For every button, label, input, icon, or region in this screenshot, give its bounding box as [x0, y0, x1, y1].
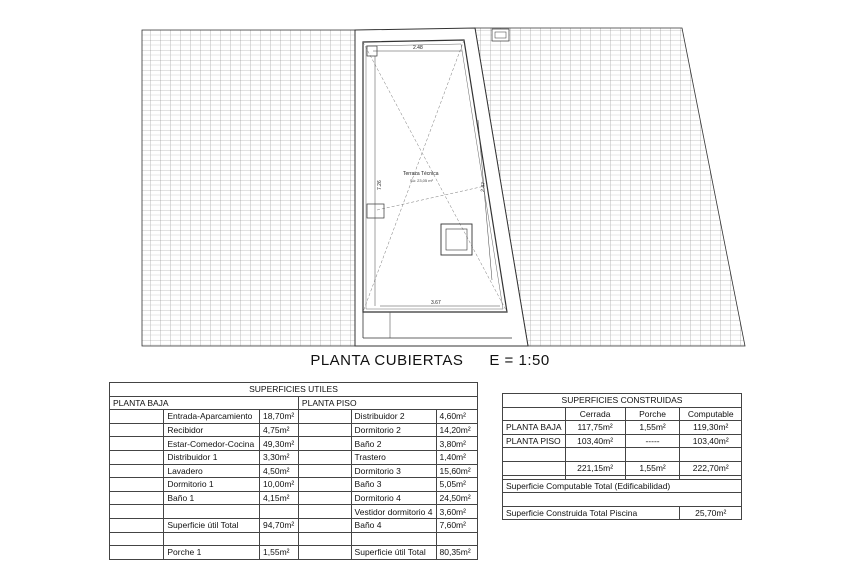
piscina-value: 25,70m² [680, 506, 742, 520]
pb-value: 18,70m² [260, 410, 299, 424]
total-computable: 222,70m² [680, 461, 742, 475]
pb-name: Estar-Comedor-Cocina [164, 437, 260, 451]
pb-value: 4,75m² [260, 423, 299, 437]
pb-value: 10,00m² [260, 478, 299, 492]
table-row [110, 410, 478, 424]
pp-value: 24,50m² [436, 491, 478, 505]
pp-name: Dormitorio 3 [351, 464, 436, 478]
pp-value: 3,80m² [436, 437, 478, 451]
pp-name: Trastero [351, 450, 436, 464]
pb-value: 3,30m² [260, 450, 299, 464]
table-row [110, 546, 478, 560]
col-computable: Computable [680, 407, 742, 421]
total-porche: 1,55m² [625, 461, 680, 475]
table-row [503, 421, 742, 435]
pb-total-value: 94,70m² [260, 518, 299, 532]
table-row [110, 423, 478, 437]
left-roof-slope [142, 30, 355, 346]
pp-name: Dormitorio 4 [351, 491, 436, 505]
row-label: PLANTA PISO [503, 434, 566, 448]
planta-piso-label: PLANTA PISO [298, 396, 477, 410]
pp-name: Baño 3 [351, 478, 436, 492]
pb-name: Entrada-Aparcamiento [164, 410, 260, 424]
table-row [110, 437, 478, 451]
col-porche: Porche [625, 407, 680, 421]
table-row [110, 478, 478, 492]
drawing-scale: E = 1:50 [489, 352, 550, 369]
pb-name: Lavadero [164, 464, 260, 478]
drawing-title [0, 352, 860, 369]
table-row [110, 505, 478, 519]
pp-value: 15,60m² [436, 464, 478, 478]
pb-name: Recibidor [164, 423, 260, 437]
total-cerrada: 221,15m² [565, 461, 625, 475]
cerrada-value: 103,40m² [565, 434, 625, 448]
pb-name [164, 505, 260, 519]
pb-name: Distribuidor 1 [164, 450, 260, 464]
room-area: Sú: 23,05 m² [410, 178, 433, 183]
cerrada-value: 117,75m² [565, 421, 625, 435]
col-cerrada: Cerrada [565, 407, 625, 421]
construidas-header: SUPERFICIES CONSTRUIDAS [503, 394, 742, 408]
superficies-construidas-table [502, 393, 742, 520]
table-row [503, 434, 742, 448]
superficies-utiles-table [109, 382, 478, 560]
pb-name: Dormitorio 1 [164, 478, 260, 492]
pb-value: 4,15m² [260, 491, 299, 505]
table-row [110, 518, 478, 532]
room-label: Terraza Técnica [403, 171, 439, 177]
totals-row [503, 461, 742, 475]
computable-total-label: Superficie Computable Total (Edificabilidad) [503, 479, 742, 493]
pp-name: Dormitorio 2 [351, 423, 436, 437]
row-label: PLANTA BAJA [503, 421, 566, 435]
table-row [110, 450, 478, 464]
utiles-header: SUPERFICIES UTILES [110, 383, 478, 397]
pp-value: 14,20m² [436, 423, 478, 437]
table-row [110, 491, 478, 505]
pp-name: Vestidor dormitorio 4 [351, 505, 436, 519]
pp-name: Baño 2 [351, 437, 436, 451]
chimney-box [492, 29, 509, 41]
pb-value: 49,30m² [260, 437, 299, 451]
dim-left: 7.26 [377, 180, 383, 190]
pb-value: 4,50m² [260, 464, 299, 478]
porche-value: 1,55m² [625, 421, 680, 435]
pb-value [260, 505, 299, 519]
pb-total-label: Superficie útil Total [164, 518, 260, 532]
dim-top: 2.48 [413, 45, 423, 51]
pp-value: 3,60m² [436, 505, 478, 519]
porche-label: Porche 1 [164, 546, 260, 560]
pp-total-value: 80,35m² [436, 546, 478, 560]
computable-value: 103,40m² [680, 434, 742, 448]
porche-value: ----- [625, 434, 680, 448]
piscina-label: Superficie Construida Total Piscina [503, 506, 680, 520]
pp-name: Distribuidor 2 [351, 410, 436, 424]
planta-baja-label: PLANTA BAJA [110, 396, 299, 410]
dim-right: 2.47 [480, 181, 488, 193]
drawing-title-text: PLANTA CUBIERTAS [310, 352, 464, 369]
pb-name: Baño 1 [164, 491, 260, 505]
pp-total-label: Superficie útil Total [351, 546, 436, 560]
computable-value: 119,30m² [680, 421, 742, 435]
porche-value: 1,55m² [260, 546, 299, 560]
table-row [110, 464, 478, 478]
pp-value: 1,40m² [436, 450, 478, 464]
pp-value: 7,60m² [436, 518, 478, 532]
pp-value: 5,05m² [436, 478, 478, 492]
dim-bottom: 3.67 [431, 300, 441, 306]
pp-name: Baño 4 [351, 518, 436, 532]
pp-value: 4,60m² [436, 410, 478, 424]
